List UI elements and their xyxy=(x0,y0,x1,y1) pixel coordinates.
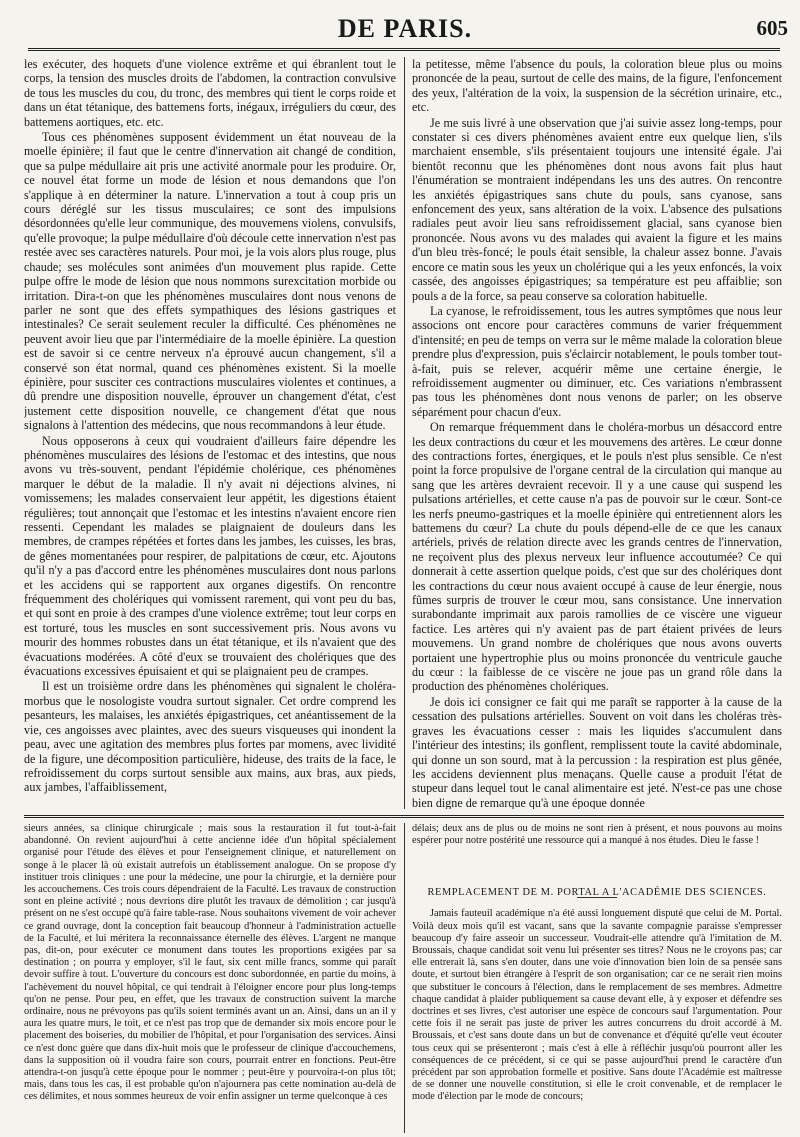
feuilleton-paragraph: délais; deux ans de plus ou de moins ne sont rien à présent, et nous pouvons au moins espérer pour notre postérité une ressource qui a manqué à nos études. Dieu le fasse ! xyxy=(412,823,782,847)
feuilleton-column-divider xyxy=(404,823,405,1133)
left-paragraph: Il est un troisième ordre dans les phénomènes qui signalent le choléra-morbus que le nosologiste voudra surtout signaler. Cet ordre comprend les pesanteurs, les malaises, les anxiétés épigastriques, cet anéantissement de la vie, ces angoisses avec plaintes, avec des sueurs visqueuses qui inondent la peau, avec une agitation des membres plus fortes par momens, avec lividité de la figure, une décomposition particulière, hideuse, des traits de la face, le refroidissement du corps surtout sensible aux mains, aux bras, aux pieds, aux jambes, l'affaiblissement, xyxy=(24,679,396,795)
right-paragraph: On remarque fréquemment dans le choléra-morbus un désaccord entre les deux contractions du cœur et les mouvemens des artères. Le cœur donne des contractions fortes, énergiques, et le pouls n'est plus sensible. Ce n'est point la force propulsive de l'organe central de la circulation qui manque au sang que les artères devraient recevoir. Il y a une cause qui suspend les pulsations artérielles, et cette cause n'a pas de pouvoir sur le cœur. Sont-ce les nerfs pneumo-gastriques et la moelle épinière qui entretiennent alors les battemens du cœur? La chute du pouls dépend-elle de ce que les canaux artériels, privés de relation directe avec les grands centres de l'innervation, ne reçoivent plus des plexus nerveux leur influence accoutumée? Ce qui donnerait à cette assertion quelque poids, c'est que sur des cholériques dont les contractions du cœur nous avaient occupé à cause de leur énergie, nous fûmes surpris de trouver le cœur mou, sans consistance. Une innervation surabondante imprimait aux parois ramollies de ce viscère une vigueur factice. Les artères qui n'y avaient pas de part étaient privées de leurs mouvemens. Un grand nombre de cholériques que nous avons ouverts portaient une hypertrophie plus ou moins prononcée du ventricule gauche du cœur : la faiblesse de ce viscère ne joue pas un grand rôle dans la production des phénomènes cholériques. xyxy=(412,420,782,694)
feuilleton-rule xyxy=(24,815,784,818)
feuilleton-right-column xyxy=(412,823,782,1133)
page-number: 605 xyxy=(756,16,788,40)
article-paragraph: Jamais fauteuil académique n'a été aussi longuement disputé que celui de M. Portal. Voilà deux mois qu'il est vacant, sans que la savante compagnie paraisse s'empresser beaucoup d'y faire asseoir un successeur. Voudrait-elle attendre qu'à l'imitation de M. Broussais, chaque candidat soit venu lui présenter ses titres? Nous ne le croyons pas; car elle entrerait là, sans s'en douter, dans une voie d'innovation bien loin de sa pensée sans doute, et surtout bien étrangère à l'esprit de son organisation; car ce ne serait rien moins que substituer le concours à l'élection, dans le remplacement de ses membres. Admettre chaque candidat à plaider publiquement sa cause devant elle, à y exposer et défendre ses doctrines et ses livres, c'est autoriser une espèce de concours sauf l'argumentation. Pour cette fois il ne serait pas juste de priver les autres concurrens du droit accordé à M. Broussais, et c'est sans doute dans un but de convenance et d'équité qu'elle veut écouter tous ceux qui se présenteront ; mais c'est à elle à réfléchir jusqu'où pourront aller les conséquences de ce précédent, si ce qui se passe aujourd'hui prend le caractère d'un précédent par son approbation formelle et positive. Sans doute l'Académie est maîtresse de se donner une nouvelle constitution, si elle le croit convenable, et de remplacer le mode d'élection par le mode de concours; xyxy=(412,908,782,1103)
feuilleton-left-column xyxy=(24,823,396,1133)
feuilleton-paragraph: sieurs années, sa clinique chirurgicale ; mais sous la restauration il fut tout-à-fait abandonné. On revient aujourd'hui à cette ancienne idée d'un hôpital spécialement organisé pour l'étude des élèves et pour l'enseignement clinique, et naturellement on songe à le placer là où existait autrefois un établissement analogue. On se propose d'y instituer trois cliniques : une pour la médecine, une pour la chirurgie, et la dernière pour les accouchemens. Ces trois cours dépendraient de la Faculté. Les travaux de construction sont en pleine activité ; nous devrions dire plutôt les travaux de démolition ; car jusqu'à présent on ne s'est occupé qu'à faire table-rase. Nous souhaitons vivement de voir achever ce grand ouvrage, dont la conception fait beaucoup d'honneur à l'administration actuelle de la Faculté, et lui méritera la reconnaissance éternelle des élèves. L'argent ne manque pas, dit-on, pour exécuter ce monument dans toutes les proportions exigées par sa destination ; on pourra y employer, s'il le faut, six cent mille francs, somme qui paraît devoir suffire à tout. L'ouverture du concours est donc subordonnée, en partie du moins, à l'achèvement du nouvel hôpital, ce qui tendrait à l'éloigner encore pour plus long-temps qu'on ne pense. Pour peu, en effet, que les travaux de construction suivent la marche ordinaire, nous ne prévoyons pas qu'ils soient terminés avant un an. Ainsi, dans un an il y aura les quatre murs, le toit, et ce n'est pas trop que de demander six mois encore pour le placement des boiseries, du mobilier de l'hôpital, et pour l'organisation des services. Ainsi ce n'est donc guère que dans dix-huit mois que le professeur de clinique d'accouchemens, dans la supposition où il voudra faire son cours, pourrait entrer en fonctions. Peut-être attendra-t-on jusqu'à cette époque pour le nommer ; peut-être y pourvoira-t-on plus tôt; mais, dans tous les cas, il est probable qu'on n'ajournera pas cette nomination au-delà de ces délimites, et nous sommes heureux de voir enfin assigner un terme quelconque à ces xyxy=(24,823,396,1103)
right-column xyxy=(412,57,782,809)
running-title: DE PARIS. xyxy=(337,14,473,43)
right-paragraph: Je me suis livré à une observation que j'ai suivie assez long-temps, pour constater si ces divers phénomènes avaient entre eux quelque lien, s'ils marchaient ensemble, s'ils présentaient toujours une intensité égale. J'ai bientôt reconnu que les phénomènes dont nous avons fait plus haut l'énumération se montraient indépendans les uns des autres. On rencontre les anxiétés épigastriques sans chute du pouls, sans cyanose, sans enfoncement des yeux, sans altération de la voix. L'absence des pulsations radiales peut avoir lieu sans refroidissement glacial, sans cyanose bien prononcée. Nous avons vu des malades qui avaient la figure et les mains d'un bleu très-foncé; le pouls était sensible, la chaleur assez bonne. J'avais encore ce matin sous les yeux un cholérique qui a les yeux enfoncés, la voix cassée, des angoisses épigastriques; sa température est peu affaiblie; son pouls a de la force, sa peau conserve sa coloration habituelle. xyxy=(412,115,782,303)
left-paragraph: Tous ces phénomènes supposent évidemment un état nouveau de la moelle épinière; il faut que le centre d'innervation ait changé de condition, que sa pulpe médullaire ait pris une activité anormale pour les produire. Or, ce nouvel état forme un mode de lésion et nous demandons que l'on s'applique à en déterminer la nature. L'innervation a tout à coup pris un cours déréglé sur les tissus musculaires; ce sont des impulsions désordonnées qu'elle leur communique, des mouvemens violens, convulsifs, qu'elle provoque; la pulpe médullaire d'où découle cette innervation n'est pas restée avec ses caractères naturels. Pour moi, je la vois alors plus rouge, plus chaude; ses molécules sont animées d'un mouvement plus rapide. Cette pulpe offre le mode de lésion que nous nommons surexcitation morbide ou irritation. Dira-t-on que les phénomènes musculaires dont nous venons de parler ne sont que des effets sympathiques des lésions gastriques et intestinales? Ce serait seulement reculer la difficulté. Ces phénomènes ne peuvent avoir lieu que par l'intermédiaire de la moelle épinière. La question est de savoir si ce centre nerveux n'a éprouvé aucun changement, s'il a conservé son état normal, quand ces phénomènes existent. Si la moelle épinière, pour susciter ces contractions musculaires violentes et continues, a dû prendre une disposition nouvelle, éprouver un changement d'état, c'est justement cette disposition nouvelle, ce changement d'état que nous signalons à l'attention des médecins, que nous recommandons à leur étude. xyxy=(24,130,396,433)
column-divider xyxy=(404,57,405,809)
right-paragraph: Je dois ici consigner ce fait qui me paraît se rapporter à la cause de la cessation des pulsations artérielles. Souvent on voit dans les choléras très-graves les évacuations cesser : mais les liquides s'accumulent dans l'intérieur des intestins; ils gonflent, remplissent toute la cavité abdominale, qui donne un son sourd, mat à la percussion : la respiration est plus gênée, les accidens deviennent plus menaçans. Quelle cause a produit l'état de stupeur dans lequel tout le canal alimentaire est jeté. N'est-ce pas une chose bien digne de remarque qu'à une époque donnée xyxy=(412,694,782,809)
left-column xyxy=(24,57,396,809)
left-paragraph: Nous opposerons à ceux qui voudraient d'ailleurs faire dépendre les phénomènes musculaires des lésions de l'estomac et des intestins, que nous avons vu très-souvent, pendant l'épidémie cholérique, ces phénomènes marquer le début de la maladie. Il n'y avait ni déjections alvines, ni vomissemens; les malades conservaient leur appétit, les digestions étaient régulières; tout annonçait que l'estomac et les intestins n'avaient encore rien ressenti. Cependant les malades se plaignaient de douleurs dans les membres, de crampes répétées et fortes dans les jambes, les cuisses, les bras, de gênes momentanées pour respirer, de palpitations de cœur, etc. Ajoutons qu'il n'y a pas d'accord entre les phénomènes musculaires dont nous parlons et les accidens qui se rapportent aux organes digestifs. On rencontre fréquemment des cholériques qui vomissent rarement, qui vont peu du bas, et qui sont en proie à des crampes d'une violence extrême; tout leur corps en est torturé, tous les muscles en sont successivement pris. Nous avons vu mourir des hommes robustes dans un état tétanique, et ils n'avaient que des évacuations modérées. A côté d'eux se trouvaient des cholériques que des évacuations excessives épuisaient et qui se plaignaient peu de crampes. xyxy=(24,433,396,679)
article-heading: REMPLACEMENT DE M. PORTAL A L'ACADÉMIE DES SCIENCES. xyxy=(427,887,767,899)
right-paragraph: la petitesse, même l'absence du pouls, la coloration bleue plus ou moins prononcée de la peau, surtout de celle des mains, de la figure, l'enfoncement des yeux, l'altération de la voix, la suspension de la sécrétion urinaire, etc., etc. xyxy=(412,57,782,115)
page-header xyxy=(20,6,790,46)
left-paragraph: les exécuter, des hoquets d'une violence extrême et qui ébranlent tout le corps, la tension des muscles droits de l'abdomen, la contraction convulsive de tous les muscles du cou, du tronc, des membres qui tient le corps roide et dans un état tétanique, des battemens forts, inégaux, irréguliers du cœur, des battemens aortiques, etc. etc. xyxy=(24,57,396,129)
header-rule xyxy=(28,48,780,51)
right-paragraph: La cyanose, le refroidissement, tous les autres symptômes que nous leur associons ont encore pour caractères communs de varier fréquemment d'intensité; en peu de temps on verra sur le même malade la coloration bleue prendre plus d'expression, puis s'éclaircir notablement, le pouls tomber tout-à-fait, puis se relever, acquérir même une certaine énergie, le refroidissement augmenter ou diminuer, etc. Ces variations n'embrassent pas tous les phénomènes dont nous venons de parler; on les observe séparément pour chacun d'eux. xyxy=(412,303,782,419)
